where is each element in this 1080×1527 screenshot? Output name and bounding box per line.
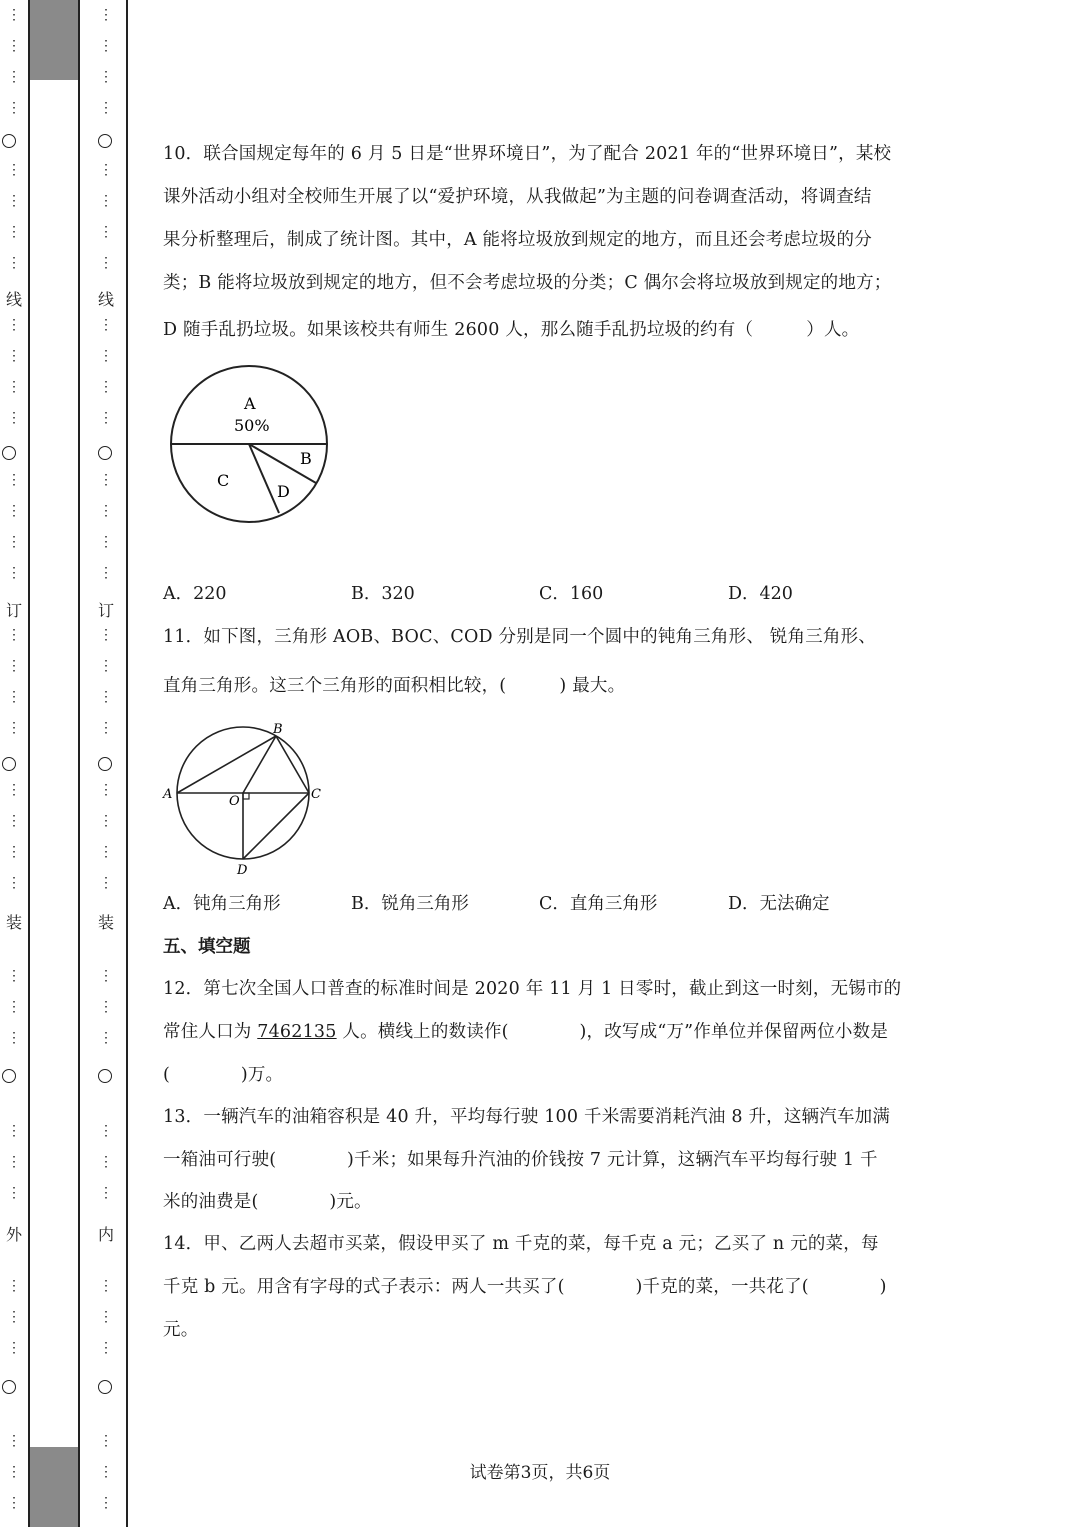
binding-dot-group: ⋮ [7, 968, 21, 984]
outer-mark-zhuang: 装 [5, 913, 22, 932]
binding-dot-group: ⋮ [7, 720, 21, 736]
right-angle-marker [243, 793, 249, 799]
inner-circle-mark [98, 1069, 112, 1083]
q11-option-a[interactable]: A．钝角三角形 [163, 894, 281, 914]
binding-dot-group: ⋮ [99, 1278, 113, 1294]
q12-underlined-number: 7462135 [257, 1022, 337, 1042]
binding-dot-group: ⋮ [7, 1123, 21, 1139]
q11-line-1: 11．如下图，三角形 AOB、BOC、COD 分别是同一个圆中的钝角三角形、 锐角三角形、 [163, 627, 876, 647]
binding-dot-group: ⋮ [99, 472, 113, 488]
binding-dot-group: ⋮ [99, 503, 113, 519]
point-label-b: B [273, 722, 283, 737]
outer-circle-mark [2, 1380, 16, 1394]
inner-circle-mark [98, 757, 112, 771]
binding-dot-group: ⋮ [99, 1340, 113, 1356]
circle-triangles-figure [160, 718, 332, 880]
binding-dot-group: ⋮ [99, 224, 113, 240]
binding-dot-group: ⋮ [7, 534, 21, 550]
point-label-a: A [163, 787, 173, 802]
binding-dot-group: ⋮ [7, 565, 21, 581]
outer-mark-xian: 线 [5, 290, 22, 309]
binding-dot-group: ⋮ [7, 379, 21, 395]
binding-dot-group: ⋮ [99, 193, 113, 209]
binding-dot-group: ⋮ [99, 844, 113, 860]
binding-dot-group: ⋮ [7, 1495, 21, 1511]
pie-radius-d [249, 444, 279, 513]
outer-mark-wai: 外 [5, 1225, 22, 1244]
q10-line-1: 10．联合国规定每年的 6 月 5 日是“世界环境日”，为了配合 2021 年的“世界环境日”，某校 [163, 144, 892, 164]
binding-dot-group: ⋮ [99, 69, 113, 85]
q10-line-5: D 随手乱扔垃圾。如果该校共有师生 2600 人，那么随手乱扔垃圾的约有（ ）人。 [163, 320, 860, 340]
binding-dot-group: ⋮ [99, 1433, 113, 1449]
gray-block-top [30, 0, 78, 80]
binding-dot-group: ⋮ [99, 100, 113, 116]
binding-dot-group: ⋮ [99, 1185, 113, 1201]
binding-dot-group: ⋮ [7, 813, 21, 829]
binding-dot-group: ⋮ [99, 317, 113, 333]
binding-dot-group: ⋮ [99, 875, 113, 891]
pie-label-c: C [217, 471, 230, 490]
binding-dot-group: ⋮ [99, 1123, 113, 1139]
binding-dot-group: ⋮ [7, 162, 21, 178]
binding-dot-group: ⋮ [7, 1340, 21, 1356]
inner-mark-xian: 线 [97, 290, 114, 309]
q10-line-3: 果分析整理后，制成了统计图。其中，A 能将垃圾放到规定的地方，而且还会考虑垃圾的分 [163, 230, 872, 250]
q14-line-1: 14．甲、乙两人去超市买菜，假设甲买了 m 千克的菜，每千克 a 元；乙买了 n 元的菜，每 [163, 1234, 879, 1254]
section-heading: 五、填空题 [163, 937, 251, 957]
q13-line-1: 13．一辆汽车的油箱容积是 40 升，平均每行驶 100 千米需要消耗汽油 8 升，这辆汽车加满 [163, 1107, 891, 1127]
pie-chart-figure [163, 362, 335, 530]
binding-dot-group: ⋮ [99, 720, 113, 736]
q11-line-2: 直角三角形。这三个三角形的面积相比较，( ) 最大。 [163, 676, 626, 696]
binding-dot-group: ⋮ [99, 255, 113, 271]
q14-line-2: 千克 b 元。用含有字母的式子表示：两人一共买了( )千克的菜，一共花了( ) [163, 1277, 887, 1297]
binding-dot-group: ⋮ [99, 968, 113, 984]
binding-dot-group: ⋮ [7, 224, 21, 240]
binding-dot-group: ⋮ [7, 1464, 21, 1480]
q12-line-3: ( )万。 [163, 1065, 284, 1085]
binding-dot-group: ⋮ [7, 472, 21, 488]
binding-dot-group: ⋮ [7, 69, 21, 85]
outer-mark-ding: 订 [5, 601, 22, 620]
binding-dot-group: ⋮ [7, 503, 21, 519]
binding-dot-group: ⋮ [99, 627, 113, 643]
q13-line-2: 一箱油可行驶( )千米；如果每升汽油的价钱按 7 元计算，这辆汽车平均每行驶 1 千 [163, 1150, 878, 1170]
inner-mark-nei: 内 [97, 1225, 114, 1244]
binding-dot-group: ⋮ [99, 1495, 113, 1511]
binding-dot-group: ⋮ [99, 1309, 113, 1325]
binding-dot-group: ⋮ [99, 1154, 113, 1170]
inner-mark-ding: 订 [97, 601, 114, 620]
binding-dot-group: ⋮ [7, 689, 21, 705]
binding-dot-group: ⋮ [7, 875, 21, 891]
pie-label-b: B [300, 449, 312, 468]
inner-circle-mark [98, 134, 112, 148]
binding-dot-group: ⋮ [99, 658, 113, 674]
segment-dc [243, 793, 309, 859]
inner-circle-mark [98, 1380, 112, 1394]
binding-dot-group: ⋮ [7, 999, 21, 1015]
binding-dot-group: ⋮ [7, 1030, 21, 1046]
q10-option-a[interactable]: A．220 [163, 584, 227, 604]
binding-dot-group: ⋮ [7, 317, 21, 333]
binding-dot-group: ⋮ [7, 1185, 21, 1201]
binding-dot-group: ⋮ [99, 162, 113, 178]
binding-dot-group: ⋮ [7, 1154, 21, 1170]
binding-dot-group: ⋮ [7, 7, 21, 23]
q10-line-4: 类；B 能将垃圾放到规定的地方，但不会考虑垃圾的分类；C 偶尔会将垃圾放到规定的地方； [163, 273, 892, 293]
q14-line-3: 元。 [163, 1320, 199, 1340]
binding-dot-group: ⋮ [99, 38, 113, 54]
q11-option-c[interactable]: C．直角三角形 [539, 894, 658, 914]
segment-ab [177, 736, 276, 793]
binding-dot-group: ⋮ [7, 1433, 21, 1449]
outer-circle-mark [2, 446, 16, 460]
segment-ob [243, 736, 276, 793]
binding-dot-group: ⋮ [7, 255, 21, 271]
point-label-d: D [237, 863, 248, 878]
pie-label-a-percent: 50% [234, 416, 270, 435]
q12-line-2 [163, 1018, 888, 1043]
q10-line-2: 课外活动小组对全校师生开展了以“爱护环境，从我做起”为主题的问卷调查活动，将调查结 [163, 187, 872, 207]
binding-dot-group: ⋮ [7, 658, 21, 674]
segment-bc [276, 736, 309, 793]
q11-option-b[interactable]: B．锐角三角形 [351, 894, 469, 914]
inner-mark-zhuang: 装 [97, 913, 114, 932]
pie-label-a: A [244, 394, 256, 413]
binding-dot-group: ⋮ [7, 1309, 21, 1325]
binding-dot-group: ⋮ [99, 7, 113, 23]
q10-option-d[interactable]: D．420 [728, 584, 793, 604]
q12-line-2-pre: 常住人口为 [163, 1022, 258, 1042]
binding-dot-group: ⋮ [7, 1278, 21, 1294]
binding-dot-group: ⋮ [99, 410, 113, 426]
binding-dot-group: ⋮ [99, 1030, 113, 1046]
binding-dot-group: ⋮ [99, 782, 113, 798]
q11-option-d[interactable]: D．无法确定 [728, 894, 830, 914]
q10-option-c[interactable]: C．160 [539, 584, 604, 604]
q10-option-b[interactable]: B．320 [351, 584, 415, 604]
point-label-o: O [229, 794, 240, 809]
binding-dot-group: ⋮ [7, 193, 21, 209]
q12-line-2-post: 人。横线上的数读作( )，改写成“万”作单位并保留两位小数是 [336, 1022, 889, 1042]
pie-label-d: D [277, 482, 290, 501]
binding-dot-group: ⋮ [7, 844, 21, 860]
point-label-c: C [311, 787, 321, 802]
binding-dot-group: ⋮ [7, 100, 21, 116]
binding-dot-group: ⋮ [99, 1464, 113, 1480]
q12-line-1: 12．第七次全国人口普查的标准时间是 2020 年 11 月 1 日零时，截止到这一时刻，无锡市的 [163, 979, 902, 999]
binding-dot-group: ⋮ [7, 410, 21, 426]
outer-circle-mark [2, 1069, 16, 1083]
binding-dot-group: ⋮ [99, 565, 113, 581]
q13-line-3: 米的油费是( )元。 [163, 1192, 372, 1212]
inner-circle-mark [98, 446, 112, 460]
binding-dot-group: ⋮ [99, 813, 113, 829]
binding-dot-group: ⋮ [7, 348, 21, 364]
binding-dot-group: ⋮ [99, 348, 113, 364]
binding-dot-group: ⋮ [7, 38, 21, 54]
binding-dot-group: ⋮ [7, 627, 21, 643]
binding-dot-group: ⋮ [99, 689, 113, 705]
binding-dot-group: ⋮ [99, 379, 113, 395]
binding-dot-group: ⋮ [99, 534, 113, 550]
outer-circle-mark [2, 134, 16, 148]
page-footer: 试卷第3页，共6页 [469, 1463, 611, 1483]
binding-dot-group: ⋮ [99, 999, 113, 1015]
binding-dot-group: ⋮ [7, 782, 21, 798]
outer-circle-mark [2, 757, 16, 771]
